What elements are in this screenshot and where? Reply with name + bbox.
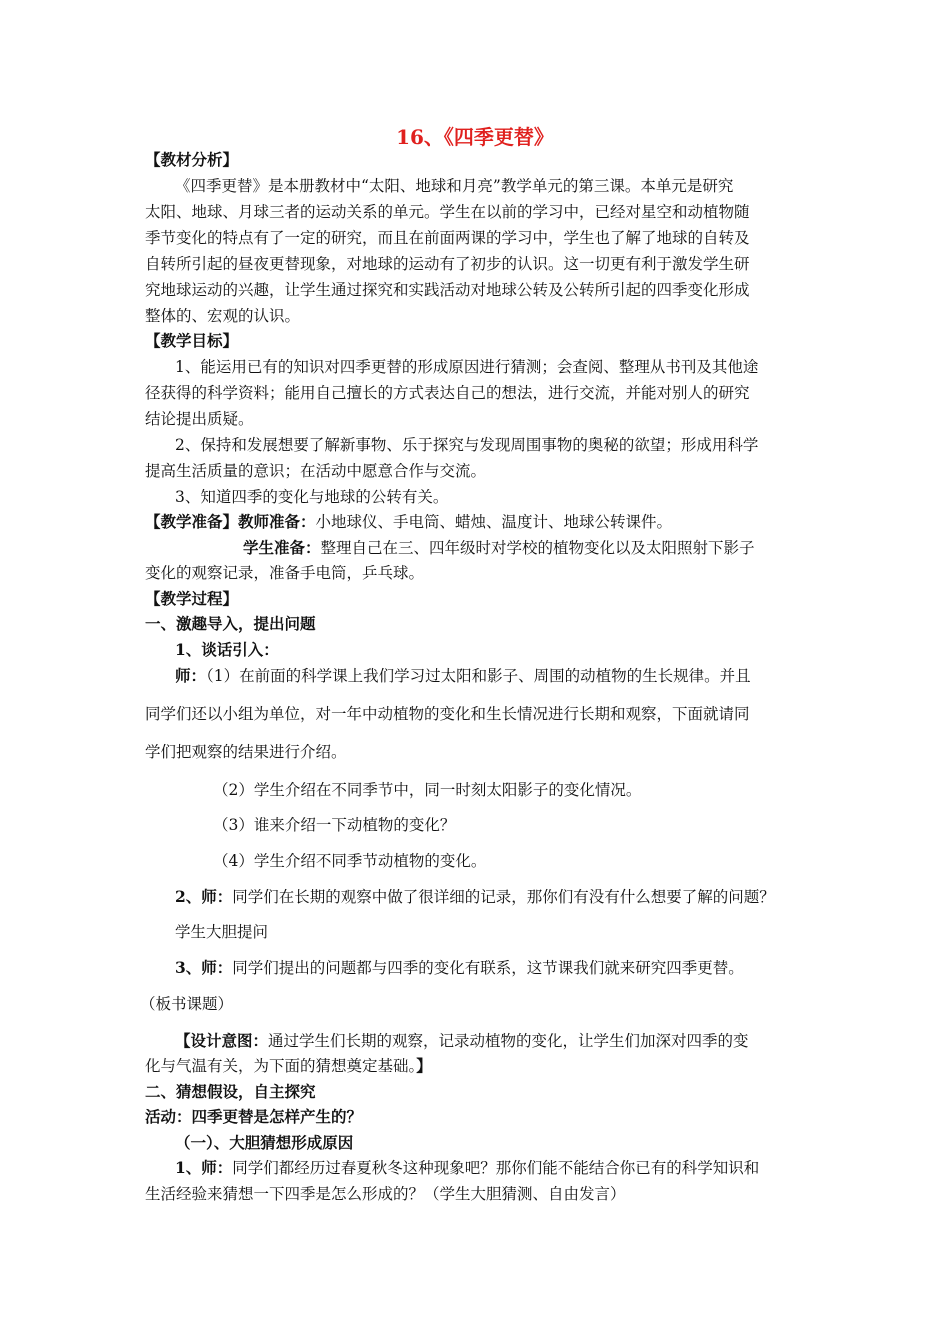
- design-intent-label: 【设计意图：: [175, 1031, 269, 1050]
- paragraph-line: （2）学生介绍在不同季节中，同一时刻太阳影子的变化情况。: [213, 781, 642, 799]
- question-1-label: 1、师：: [175, 1158, 233, 1177]
- item-3-label: 3、师：: [175, 958, 233, 977]
- item-2-text: 同学们在长期的观察中做了很详细的记录，那你们有没有什么想要了解的问题？: [232, 888, 775, 906]
- item-2-label: 2、师：: [175, 887, 233, 906]
- paragraph-line: 同学们还以小组为单位，对一年中动植物的变化和生长情况进行长期和观察，下面就请同: [145, 705, 750, 723]
- teacher-text: （1）在前面的科学课上我们学习过太阳和影子、周围的动植物的生长规律。并且: [206, 667, 751, 685]
- paragraph-line: 2、保持和发展想要了解新事物、乐于探究与发现周围事物的奥秘的欲望；形成用科学: [175, 436, 759, 454]
- paragraph-line: [175, 666, 751, 686]
- section-heading-preparation: 【教学准备】: [145, 512, 239, 531]
- design-intent-line: [175, 1031, 749, 1051]
- item-heading-1: 1、谈话引入：: [175, 640, 279, 659]
- student-prep-line: [243, 538, 755, 558]
- paragraph-line: 学生大胆提问: [175, 923, 269, 941]
- section-heading-analysis: 【教材分析】: [145, 150, 239, 169]
- paragraph-line: 自转所引起的昼夜更替现象，对地球的运动有了初步的认识。这一切更有利于激发学生研: [145, 255, 750, 273]
- paragraph-line: （3）谁来介绍一下动植物的变化？: [213, 816, 456, 834]
- paragraph-line: 整体的、宏观的认识。: [145, 307, 301, 325]
- part-heading-1: 一、激趣导入，提出问题: [145, 614, 316, 633]
- paragraph-line: [175, 887, 775, 907]
- paragraph-line: 学们把观察的结果进行介绍。: [145, 743, 347, 761]
- design-intent-line-2: [145, 1056, 432, 1076]
- paragraph-line: 3、知道四季的变化与地球的公转有关。: [175, 488, 449, 506]
- activity-heading: 活动：四季更替是怎样产生的？: [145, 1107, 363, 1126]
- paragraph-line: [175, 958, 744, 978]
- design-intent-end: 】: [416, 1056, 432, 1075]
- paragraph-line: 1、能运用已有的知识对四季更替的形成原因进行猜测；会查阅、整理从书刊及其他途: [175, 358, 759, 376]
- teacher-prep-label: 教师准备：: [238, 512, 316, 531]
- paragraph-line: 径获得的科学资料；能用自己擅长的方式表达自己的想法，进行交流，并能对别人的研究: [145, 384, 750, 402]
- paragraph-line: 太阳、地球、月球三者的运动关系的单元。学生在以前的学习中，已经对星空和动植物随: [145, 203, 750, 221]
- lesson-title: 16、《四季更替》: [396, 125, 554, 149]
- paragraph-line: 结论提出质疑。: [145, 410, 254, 428]
- paragraph-line: 变化的观察记录，准备手电筒，乒乓球。: [145, 564, 425, 582]
- item-3-text: 同学们提出的问题都与四季的变化有联系，这节课我们就来研究四季更替。: [232, 959, 744, 977]
- section-heading-process: 【教学过程】: [145, 589, 239, 608]
- part-heading-2: 二、猜想假设，自主探究: [145, 1082, 316, 1101]
- section-heading-objectives: 【教学目标】: [145, 331, 239, 350]
- paragraph-line: 生活经验来猜想一下四季是怎么形成的？（学生大胆猜测、自由发言）: [145, 1185, 626, 1203]
- paragraph-line: [175, 1158, 759, 1178]
- design-intent-text: 通过学生们长期的观察，记录动植物的变化，让学生们加深对四季的变: [268, 1032, 749, 1050]
- preparation-line: [145, 512, 672, 532]
- teacher-label: 师：: [175, 666, 207, 685]
- question-1-text: 同学们都经历过春夏秋冬这种现象吧？那你们能不能结合你已有的科学知识和: [232, 1159, 760, 1177]
- student-prep-text: 整理自己在三、四年级时对学校的植物变化以及太阳照射下影子: [320, 539, 755, 557]
- paragraph-line: （板书课题）: [140, 995, 234, 1013]
- student-prep-label: 学生准备：: [243, 538, 321, 557]
- paragraph-line: 季节变化的特点有了一定的研究，而且在前面两课的学习中，学生也了解了地球的自转及: [145, 229, 750, 247]
- teacher-prep-text: 小地球仪、手电筒、蜡烛、温度计、地球公转课件。: [315, 513, 673, 531]
- paragraph-line: 究地球运动的兴趣，让学生通过探究和实践活动对地球公转及公转所引起的四季变化形成: [145, 281, 750, 299]
- sub-heading-1: （一）、大胆猜想形成原因: [175, 1133, 354, 1152]
- paragraph-line: 提高生活质量的意识；在活动中愿意合作与交流。: [145, 462, 487, 480]
- paragraph-line: （4）学生介绍不同季节动植物的变化。: [213, 852, 487, 870]
- design-intent-text-2: 化与气温有关，为下面的猜想奠定基础。: [145, 1057, 417, 1075]
- paragraph-line: 《四季更替》是本册教材中“太阳、地球和月亮”教学单元的第三课。本单元是研究: [175, 177, 734, 195]
